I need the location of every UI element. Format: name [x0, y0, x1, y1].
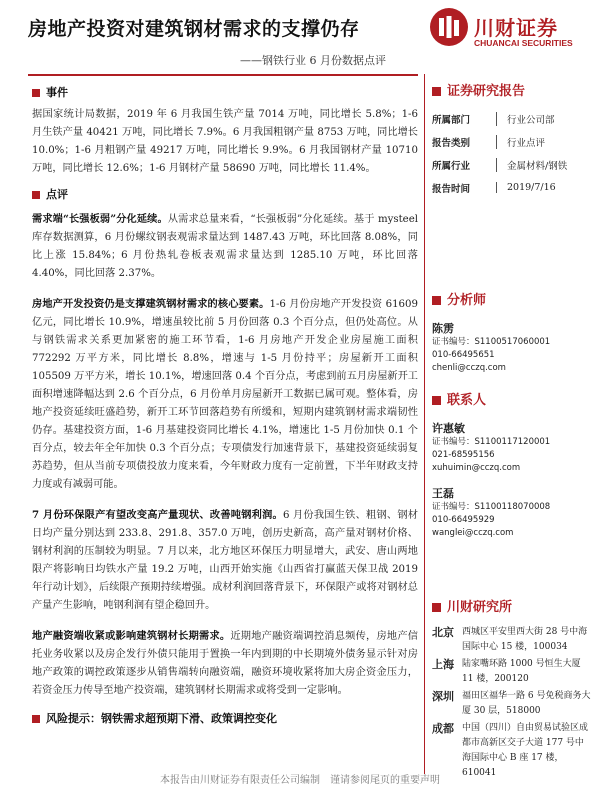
header-divider	[28, 74, 418, 76]
comment-paragraph-2: 房地产开发投资仍是支撑建筑钢材需求的核心要素。1-6 月份房地产开发投资 61609 亿元，同比增长 10.9%，增速虽较比前 5 月份回落 0.3 个百分点，但仍处高位。从与钢铁需求关系更加紧密的施工环节看，1-6 月房地产开发企业房屋施工面积 772292 万平方米，同比增长 8.8%，增速与 1-5 月份持平；房屋新开工面积 105509 万平方米，增长 10.1%，增速回落 0.4 个百分点，考虑到前五月房屋新开工面积增速降幅达到 2.6 个百分点，6 月份单月房屋新开工数据已属可观。整体看，房地产投资延续旺盛趋势，新开工环节回落趋势有所缓和，短期内建筑钢材需求端韧性仍存。基建投资方面，1-6 月基建投资同比增长 4.1%，增速比 1-5 月份加快 0.1 个百分点，较去年全年加快 0.3 个百分点；专项债发行加速背景下，基建投资延续弱复苏趋势，但从当前专项债投放力度来看，今年财政力度有一定前置，下半年财政支持力度或有减弱可能。	[32, 298, 418, 490]
square-bullet-icon	[432, 296, 441, 305]
square-bullet-icon	[432, 396, 441, 405]
info-row: 所属部门 行业公司部	[432, 107, 592, 130]
column-divider	[424, 74, 425, 774]
brand-logo	[430, 8, 590, 68]
research-report-heading: 证券研究报告	[432, 80, 592, 99]
office-item: 北京 西城区平安里西大街 28 号中海国际中心 15 楼，100034	[432, 626, 588, 652]
analyst-card: 陈雳 证书编号：S1100517060001 010-66495651 chenli@cczq.com	[432, 322, 551, 373]
comment-heading: 点评	[32, 186, 418, 202]
square-bullet-icon	[432, 87, 441, 96]
report-title: 房地产投资对建筑钢材需求的支撑仍存	[28, 18, 360, 40]
office-list	[432, 625, 592, 781]
office-item: 深圳 福田区福华一路 6 号免税商务大厦 30 层，518000	[432, 690, 591, 716]
risk-warning: 风险提示：钢铁需求超预期下滑、政策调控变化	[32, 710, 418, 726]
institute-heading: 川财研究所	[432, 596, 592, 615]
report-subtitle: ——钢铁行业 6 月份数据点评	[240, 54, 386, 67]
logo-name-en: CHUANCAI SECURITIES	[474, 38, 573, 48]
comment-paragraph-1: 需求端“长强板弱”分化延续。从需求总量来看，“长强板弱”分化延续。基于 mysteel 库存数据测算，6 月份螺纹钢表观需求量达到 1487.43 万吨，环比回落 8.08%，同比上涨 15.84%；6 月份热轧卷板表观需求量达到 1285.10 万吨，环比回落 4.40%，同比回落 2.37%。	[32, 213, 418, 279]
square-bullet-icon	[432, 603, 441, 612]
main-content	[32, 84, 418, 726]
contact-card: 王磊 证书编号：S1100118070008 010-66495929 wanglei@cczq.com	[432, 487, 551, 538]
analyst-heading: 分析师	[432, 289, 592, 308]
square-bullet-icon	[32, 715, 40, 723]
comment-paragraph-4: 地产融资端收紧或影响建筑钢材长期需求。近期地产融资端调控消息频传，房地产信托业务收紧以及房企发行外债只能用于置换一年内到期的中长期境外债务显示针对房地产政策的调控政策逐步从销售端转向融资端，融资环境收紧将加大房企资金压力，若资金压力传导至地产投资端，建筑钢材长期需求或将受到一定影响。	[32, 630, 418, 696]
info-row: 报告时间 2019/7/16	[432, 182, 556, 195]
info-row: 报告类别 行业点评	[432, 130, 592, 153]
square-bullet-icon	[32, 191, 40, 199]
page-footer: 本报告由川财证券有限责任公司编制 谨请参阅尾页的重要声明	[160, 775, 440, 786]
sidebar	[432, 80, 592, 783]
contact-heading: 联系人	[432, 389, 592, 408]
event-heading: 事件	[32, 84, 418, 100]
event-paragraph: 据国家统计局数据，2019 年 6 月我国生铁产量 7014 万吨，同比增长 5.8%；1-6 月生铁产量 40421 万吨，同比增长 7.9%。6 月我国粗钢产量 8753 万吨，同比增长 10.0%；1-6 月粗钢产量 49217 万吨，同比增长 9.9%。6 月我国钢材产量 10710 万吨，同比增长 12.6%；1-6 月钢材产量 58690 万吨，同比增长 11.4%。	[32, 109, 418, 174]
square-bullet-icon	[32, 89, 40, 97]
info-row: 所属行业 金属材料/钢铁	[432, 153, 592, 176]
office-item: 成都 中国（四川）自由贸易试验区成都市高新区交子大道 177 号中海国际中心 B 座 17 楼，610041	[432, 722, 589, 778]
logo-name-cn: 川财证券	[474, 16, 558, 40]
contact-card: 许惠敏 证书编号：S1100117120001 021-68595156 xuhuimin@cczq.com	[432, 422, 551, 473]
comment-paragraph-3: 7 月份环保限产有望改变高产量现状、改善吨钢利润。6 月份我国生铁、粗钢、钢材日均产量分别达到 233.8、291.8、357.0 万吨，创历史新高，高产量对钢材价格、钢材利润的压制较为明显。7 月以来，北方地区环保压力明显增大，武安、唐山两地限产将影响日均铁水产量 19.2 万吨，山西开始实施《山西省打赢蓝天保卫战 2019 年行动计划》，后续限产预期持续增强。成材利润回落背景下，环保限产或将对钢材总产量产生影响，吨钢利润有望企稳回升。	[32, 509, 418, 611]
report-info-table	[432, 107, 592, 199]
logo-mark-icon	[430, 8, 468, 46]
office-item: 上海 陆家嘴环路 1000 号恒生大厦 11 楼，200120	[432, 658, 581, 684]
